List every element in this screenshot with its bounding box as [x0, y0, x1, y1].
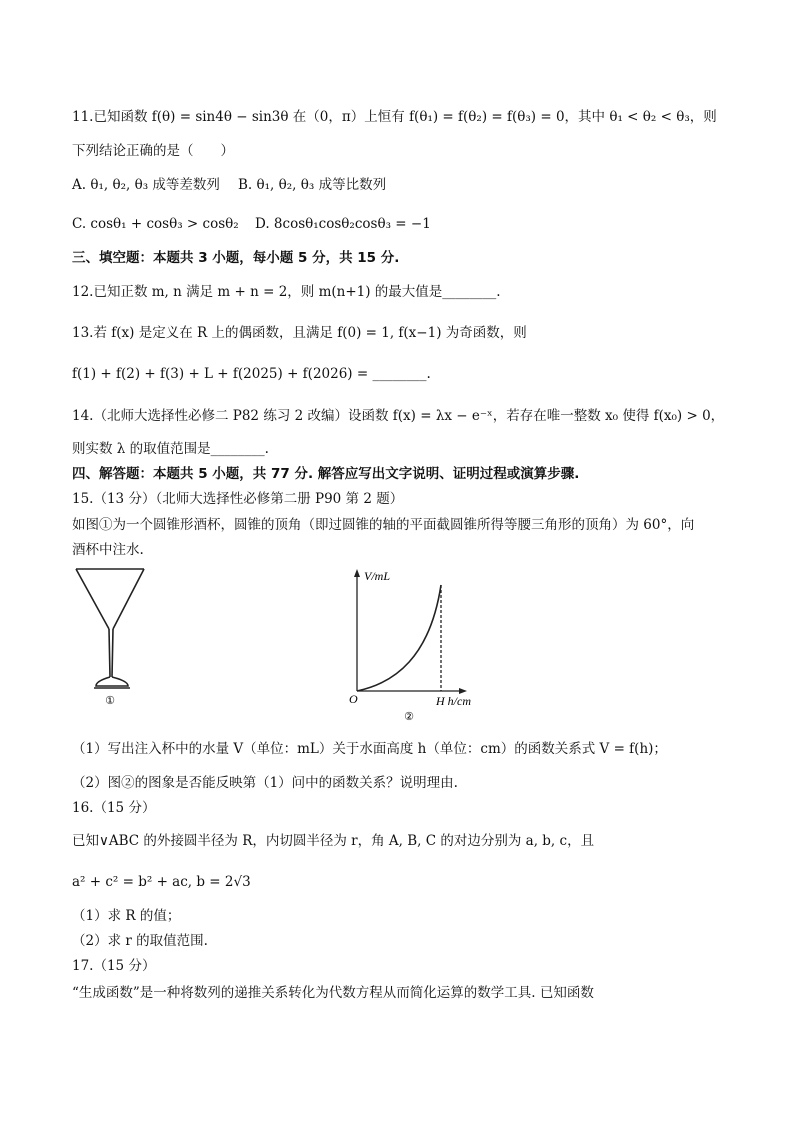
- q16-stem-line1: 已知∨ABC 的外接圆半径为 R，内切圆半径为 r，角 A, B, C 的对边分别为 a, b, c，且: [72, 833, 595, 849]
- q15-stem-line1: 如图①为一个圆锥形酒杯，圆锥的顶角（即过圆锥的轴的平面截圆锥所得等腰三角形的顶角）为 60°，向: [72, 517, 695, 533]
- figure-2-label: ②: [404, 711, 414, 723]
- glass-stem-left: [109, 629, 110, 677]
- q11-option-b: B. θ₁, θ₂, θ₃ 成等比数列: [238, 177, 387, 193]
- q17-heading: 17.（15 分）: [72, 958, 156, 974]
- section-4-heading: 四、解答题：本题共 5 小题，共 77 分. 解答应写出文字说明、证明过程或演算步骤.: [72, 466, 580, 482]
- q11-option-c: C. cosθ₁ + cosθ₃ > cosθ₂: [72, 216, 239, 232]
- q13-stem-line1: 13.若 f(x) 是定义在 R 上的偶函数，且满足 f(0) = 1, f(x−1) 为奇函数，则: [72, 325, 527, 341]
- glass-cone-right: [113, 569, 144, 629]
- q15-part-2: （2）图②的图象是否能反映第（1）问中的函数关系？说明理由.: [72, 775, 458, 791]
- glass-cone-left: [76, 569, 109, 629]
- q16-part-1: （1）求 R 的值；: [72, 908, 181, 924]
- q11-option-a: A. θ₁, θ₂, θ₃ 成等差数列: [72, 177, 220, 193]
- volume-height-graph: [345, 565, 495, 725]
- y-axis-label: V/mL: [364, 569, 391, 583]
- y-axis-arrow: [354, 569, 360, 577]
- x-axis-label: H h/cm: [436, 694, 471, 708]
- q11-stem-line2: 下列结论正确的是（ ）: [72, 143, 234, 159]
- q15-part-1: （1）写出注入杯中的水量 V（单位：mL）关于水面高度 h（单位：cm）的函数关系式 V = f(h)；: [72, 741, 667, 757]
- figure-1-label: ①: [105, 695, 115, 707]
- origin-label: O: [349, 692, 358, 706]
- q17-stem-line1: “生成函数”是一种将数列的递推关系转化为代数方程从而简化运算的数学工具. 已知函数: [72, 985, 594, 1001]
- q11-stem-line1: 11.已知函数 f(θ) = sin4θ − sin3θ 在（0，π）上恒有 f(θ₁) = f(θ₂) = f(θ₃) = 0，其中 θ₁ < θ₂ < θ₃，则: [72, 109, 717, 125]
- q11-option-d: D. 8cosθ₁cosθ₂cosθ₃ = −1: [255, 216, 431, 232]
- q15-stem-line2: 酒杯中注水.: [72, 542, 144, 558]
- wine-glass-figure: [72, 565, 162, 707]
- q14-stem-line1: 14.（北师大选择性必修二 P82 练习 2 改编）设函数 f(x) = λx − e⁻ˣ，若存在唯一整数 x₀ 使得 f(x₀) > 0，: [72, 408, 725, 424]
- q15-heading: 15.（13 分）（北师大选择性必修第二册 P90 第 2 题）: [72, 491, 404, 507]
- glass-stem-right: [112, 629, 113, 677]
- q16-heading: 16.（15 分）: [72, 800, 156, 816]
- q14-stem-line2: 则实数 λ 的取值范围是________.: [72, 441, 269, 457]
- q16-stem-line2: a² + c² = b² + ac, b = 2√3: [72, 874, 251, 890]
- glass-base: [96, 677, 128, 686]
- volume-curve: [357, 585, 441, 691]
- q16-part-2: （2）求 r 的取值范围.: [72, 933, 208, 949]
- section-3-heading: 三、填空题：本题共 3 小题，每小题 5 分，共 15 分.: [72, 250, 400, 266]
- q12-stem: 12.已知正数 m, n 满足 m + n = 2，则 m(n+1) 的最大值是________.: [72, 284, 501, 300]
- q13-stem-line2: f(1) + f(2) + f(3) + L + f(2025) + f(2026) = ________.: [72, 366, 431, 382]
